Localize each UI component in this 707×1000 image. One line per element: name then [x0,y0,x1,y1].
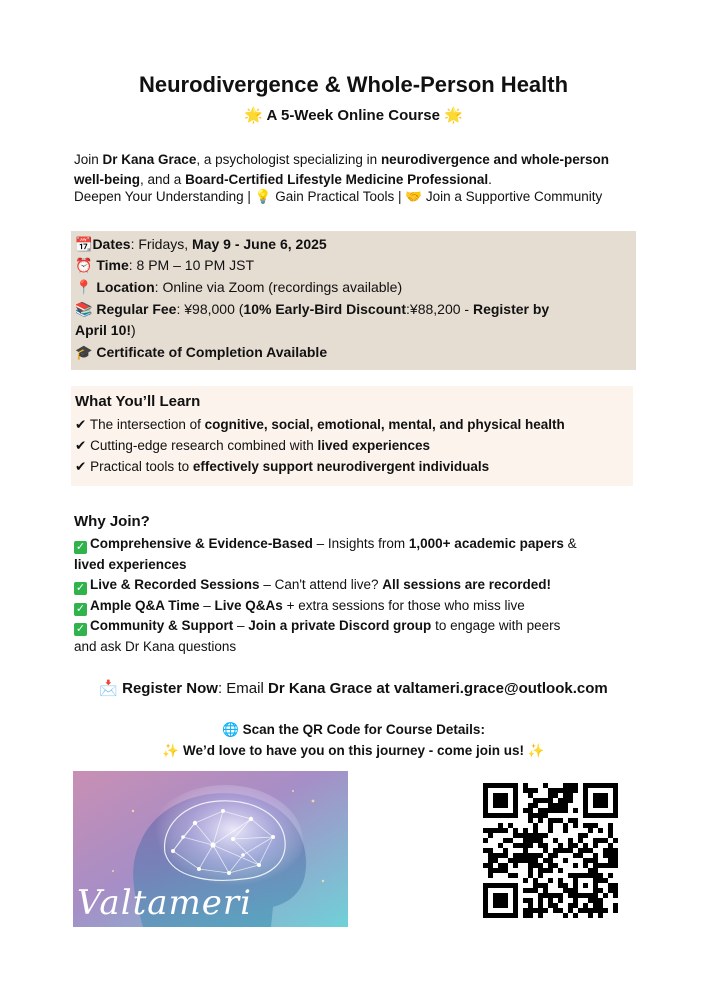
alarm-clock-icon: ⏰ [75,257,93,273]
green-check-icon: ✓ [75,623,86,635]
star-icon: 🌟 [244,107,263,124]
lightbulb-icon: 💡 [254,189,272,204]
sparkles-icon: ✨ [527,743,545,758]
checkmark-icon: ✔ [75,417,87,432]
fee-line-continued: April 10!) [75,322,136,338]
course-details-box [71,231,636,370]
specialty: neurodivergence and whole-person well-being [74,152,609,187]
tagline: Deepen Your Understanding | 💡 Gain Practical Tools | 🤝 Join a Supportive Community [74,189,603,204]
green-check-icon: ✓ [75,541,86,553]
scan-qr-line: 🌐 Scan the QR Code for Course Details: [222,722,485,737]
why-item: ✓ Comprehensive & Evidence-Based – Insights from 1,000+ academic papers & [75,536,577,553]
credential: Board-Certified Lifestyle Medicine Professional [185,172,489,187]
books-icon: 📚 [75,301,93,317]
green-check-icon: ✓ [75,582,86,594]
join-us-line: ✨ We’d love to have you on this journey - come join us! ✨ [162,743,545,758]
learn-item: ✔ The intersection of cognitive, social, emotional, mental, and physical health [75,417,565,432]
why-join-heading: Why Join? [74,513,150,530]
instructor-name: Dr Kana Grace [102,152,197,167]
qr-code[interactable] [483,783,618,918]
location-line: 📍 Location: Online via Zoom (recordings available) [75,279,403,295]
calendar-icon: 📆 [75,236,93,252]
page-title: Neurodivergence & Whole-Person Health [138,72,569,97]
learn-item: ✔ Cutting-edge research combined with lived experiences [75,438,431,453]
checkmark-icon: ✔ [75,459,87,474]
graduation-cap-icon: 🎓 [75,344,93,360]
certificate-line: 🎓 Certificate of Completion Available [75,344,328,360]
sparkles-icon: ✨ [162,743,180,758]
why-item-continued: lived experiences [74,557,187,572]
green-check-icon: ✓ [75,603,86,615]
star-icon: 🌟 [444,107,463,124]
learn-heading: What You’ll Learn [75,393,201,410]
what-you-learn-box [71,386,633,486]
contact-email[interactable]: Dr Kana Grace at valtameri.grace@outlook.com [267,680,608,697]
dates-line: 📆Dates: Fridays, May 9 - June 6, 2025 [75,236,327,252]
why-item: ✓ Community & Support – Join a private Discord group to engage with peers [75,618,561,635]
why-item: ✓ Ample Q&A Time – Live Q&As + extra sessions for those who miss live [75,598,525,615]
handshake-icon: 🤝 [405,189,423,204]
time-line: ⏰ Time: 8 PM – 10 PM JST [75,257,255,273]
learn-item: ✔ Practical tools to effectively support neurodivergent individuals [75,459,490,474]
subtitle-text: A 5-Week Online Course [266,107,440,124]
page-subtitle [0,106,707,124]
intro-paragraph: Join Dr Kana Grace, a psychologist specializing in neurodivergence and whole-person well-being, and a Board-Certified Lifestyle Medicine Professional. [74,152,609,187]
checkmark-icon: ✔ [75,438,87,453]
pin-icon: 📍 [75,279,93,295]
globe-icon: 🌐 [222,722,239,737]
brand-logo-text: Valtameri [77,883,252,923]
why-item: ✓ Live & Recorded Sessions – Can't attend live? All sessions are recorded! [75,577,552,594]
fee-line: 📚 Regular Fee: ¥98,000 (10% Early-Bird Discount:¥88,200 - Register by [75,301,550,317]
register-line: 📩 Register Now: Email Dr Kana Grace at valtameri.grace@outlook.com [99,680,608,697]
why-item-continued: and ask Dr Kana questions [74,639,237,654]
brain-illustration [73,771,348,927]
envelope-icon: 📩 [99,680,118,697]
